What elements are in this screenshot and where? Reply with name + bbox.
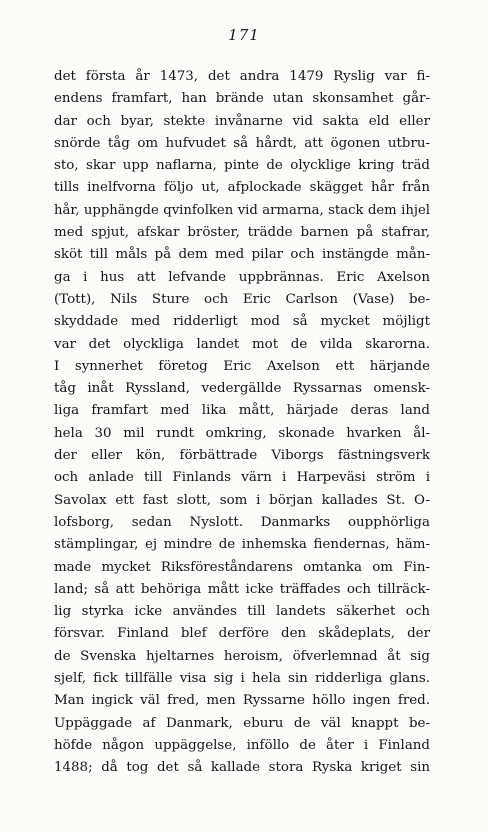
text-line: (Tott), Nils Sture och Eric Carlson (Vase) be- xyxy=(54,291,430,307)
text-line: de Svenska hjeltarnes heroism, öfverlemnad åt sig xyxy=(54,648,430,664)
text-line: ga i hus att lefvande uppbrännas. Eric Axelson xyxy=(54,269,430,285)
text-line: made mycket Riksföreståndarens omtanka om Fin- xyxy=(54,559,430,575)
text-line: hår, upphängde qvinfolken vid armarna, stack dem ihjel xyxy=(54,202,430,218)
text-line: Savolax ett fast slott, som i början kallades St. O- xyxy=(54,492,430,508)
text-line: Man ingick väl fred, men Ryssarne höllo ingen fred. xyxy=(54,693,430,709)
text-line: der eller kön, förbättrade Viborgs fästningsverk xyxy=(54,448,430,464)
text-line: tåg inåt Ryssland, vedergällde Ryssarnas omensk- xyxy=(54,381,430,397)
text-line: endens framfart, han brände utan skonsamhet går- xyxy=(54,91,430,107)
text-line: stämplingar, ej mindre de inhemska fiendernas, häm- xyxy=(54,537,430,553)
page-number: 171 xyxy=(228,26,260,44)
text-line: I synnerhet företog Eric Axelson ett härjande xyxy=(54,358,430,374)
text-line: var det olyckliga landet mot de vilda skarorna. xyxy=(54,336,430,352)
text-line: sto, skar upp naflarna, pinte de olycklige kring träd xyxy=(54,158,430,174)
text-line: höfde någon uppäggelse, inföllo de åter i Finland xyxy=(54,737,430,753)
text-line: liga framfart med likа mått, härjade deras land xyxy=(54,403,430,419)
text-line: dar och byar, stekte invånarne vid sakta eld eller xyxy=(54,113,430,129)
text-line: 1488; då tog det så kallade stora Ryska kriget sin xyxy=(54,760,430,776)
text-line: hela 30 mil rundt omkring, skonade hvarken ål- xyxy=(54,425,430,441)
text-line: försvar. Finland blef derföre den skådeplats, der xyxy=(54,626,430,642)
text-line: sköt till måls på dem med pilar och instängde mån- xyxy=(54,247,430,263)
text-line: med spjut, afskar bröster, trädde barnen på stafrar, xyxy=(54,225,430,241)
text-line: och anlade till Finlands värn i Harpeväsi ström i xyxy=(54,470,430,486)
text-line: tills inelfvorna följo ut, afplockade skägget hår från xyxy=(54,180,430,196)
text-line: lig styrka icke användes till landets säkerhet och xyxy=(54,604,430,620)
text-line: sjelf, fick tillfälle visa sig i hela sin ridderliga glans. xyxy=(54,671,430,687)
text-line: snörde tåg om hufvudet så hårdt, att ögonen utbru- xyxy=(54,135,430,151)
text-line: lofsborg, sedan Nyslott. Danmarks oupphörliga xyxy=(54,514,430,530)
text-line: Uppäggade af Danmark, eburu de väl knappt be- xyxy=(54,715,430,731)
text-line: skyddade med ridderligt mod så mycket möjligt xyxy=(54,314,430,330)
body-text xyxy=(54,66,430,780)
text-line: det första år 1473, det andra 1479 Ryslig var fi- xyxy=(54,69,430,84)
text-line: land; så att behöriga mått icke träffades och tillräck- xyxy=(54,581,430,597)
